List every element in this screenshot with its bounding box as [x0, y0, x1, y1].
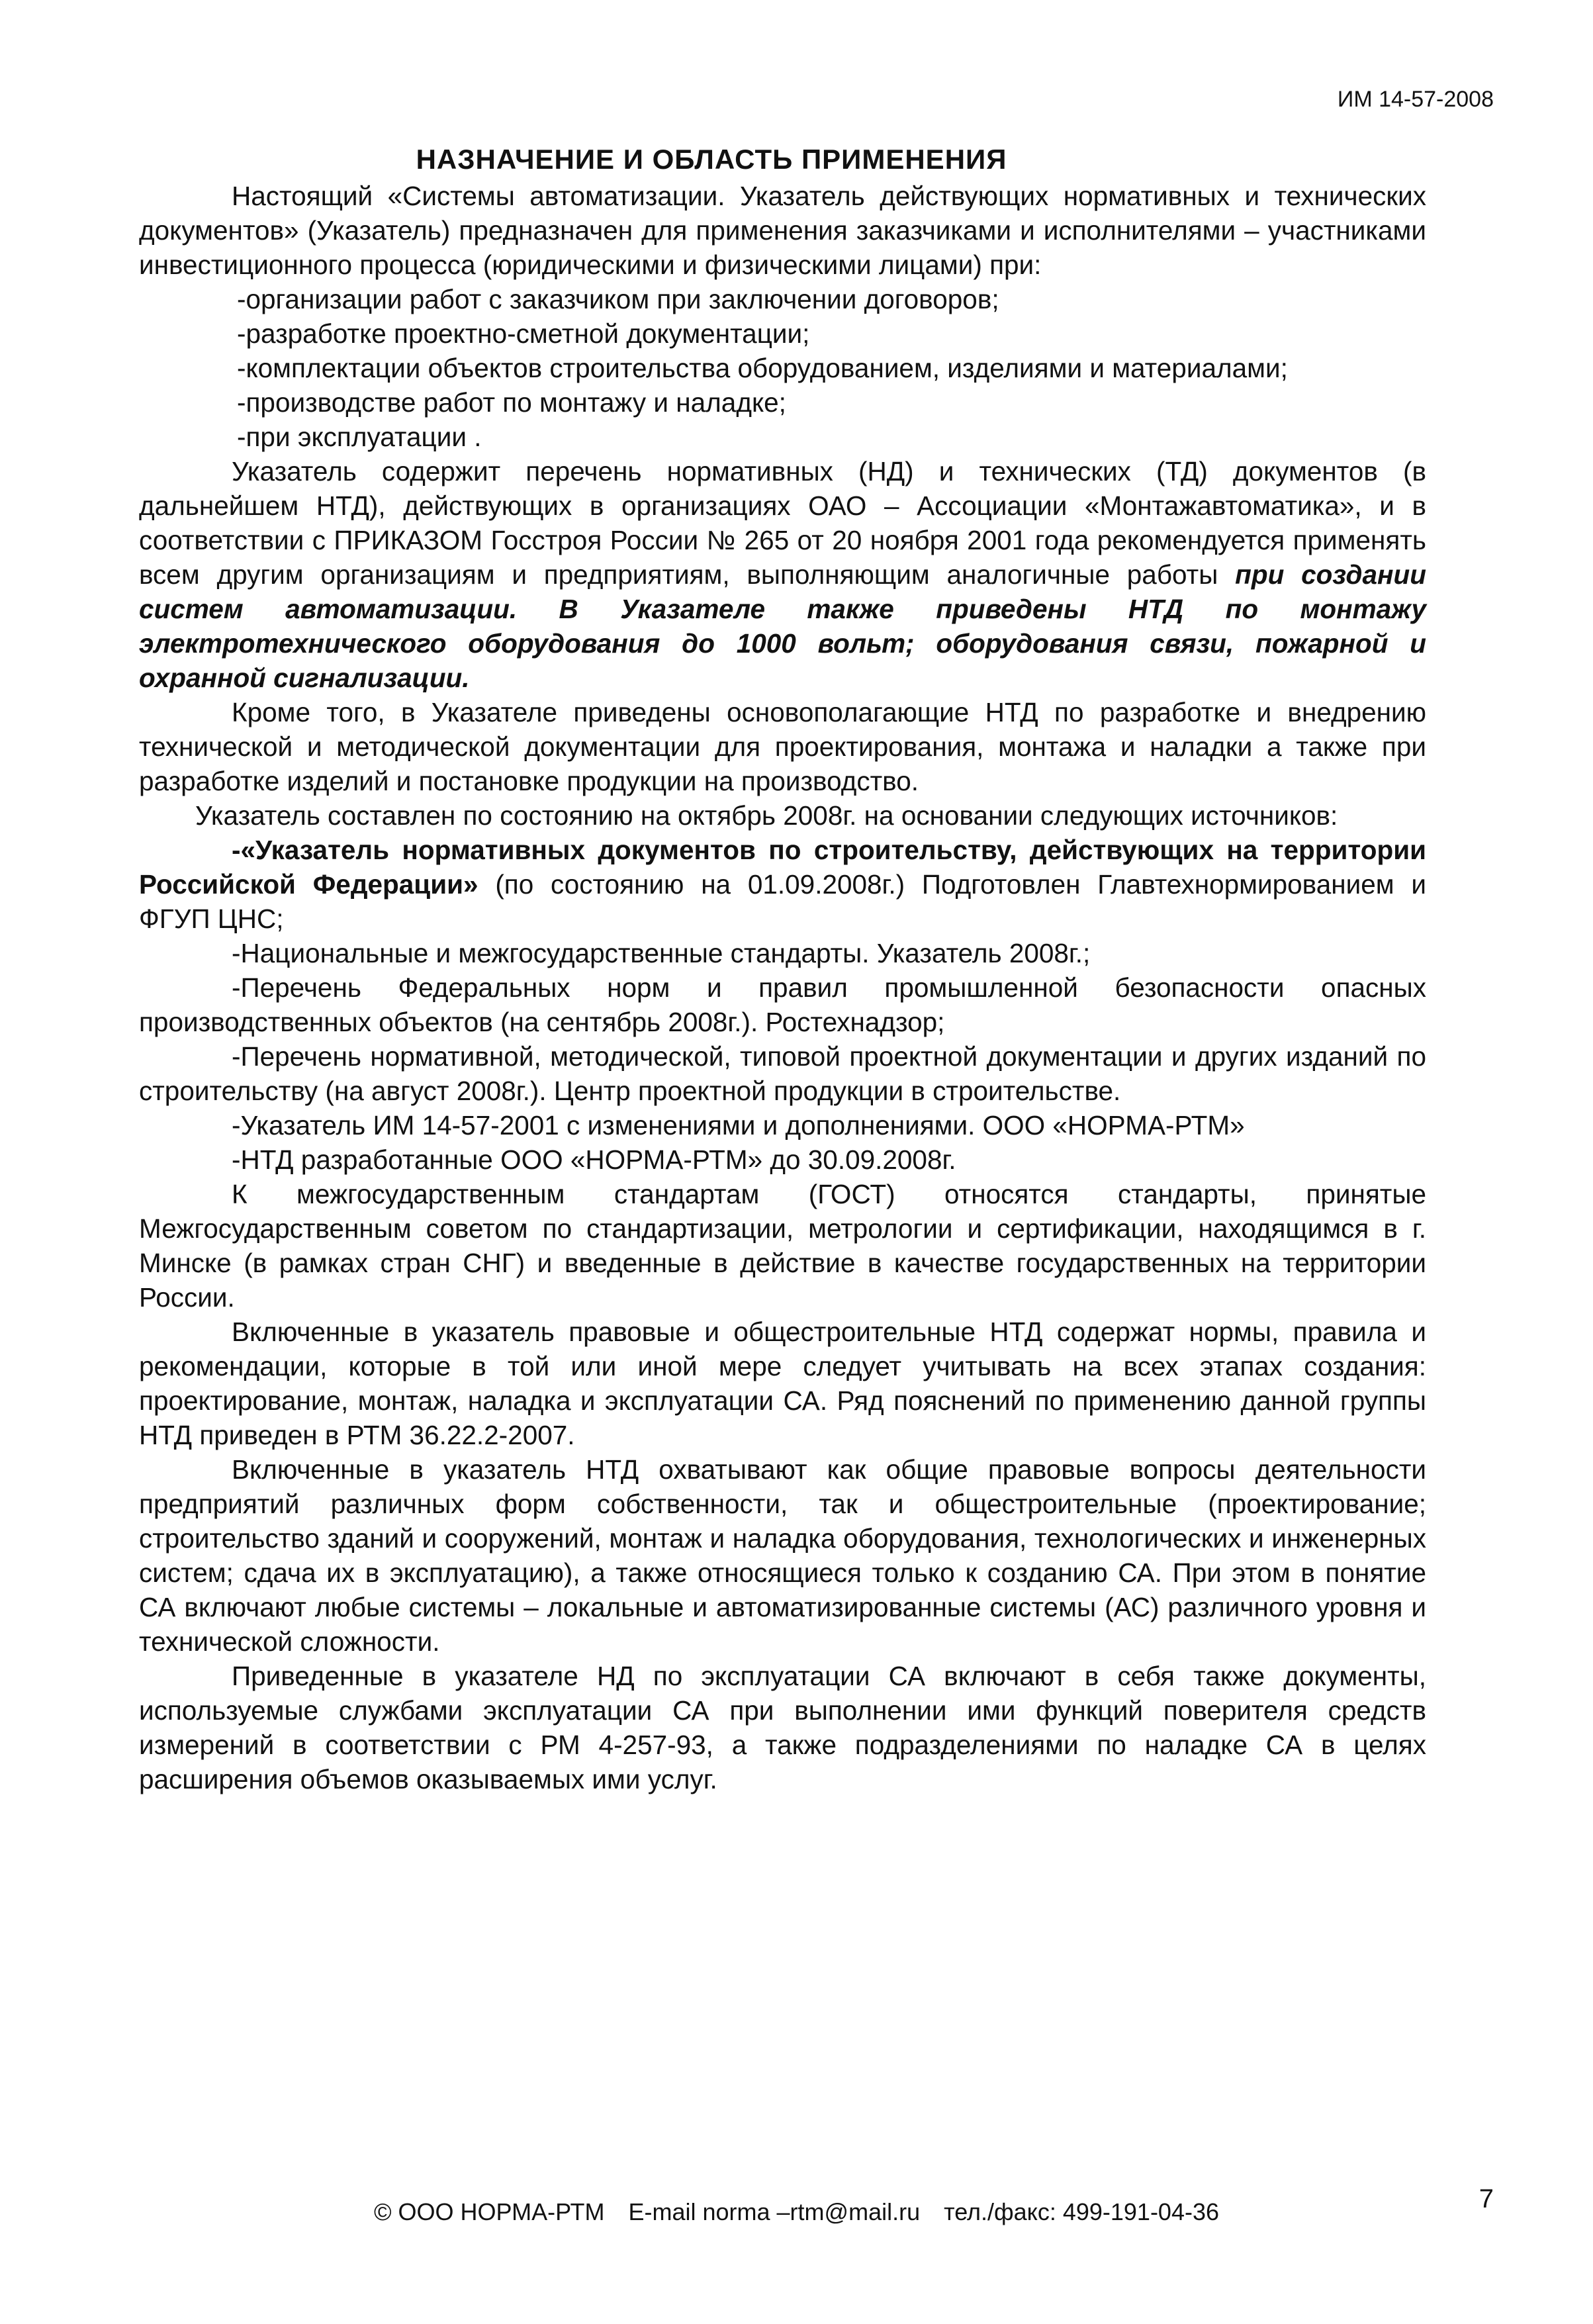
source-item: -Национальные и межгосударственные стандарты. Указатель 2008г.; — [232, 938, 1091, 968]
source-item: -Перечень нормативной, методической, типовой проектной документации и других изданий по строительству (на август 2008г.). Центр проектной продукции в строительстве. — [139, 1041, 1426, 1106]
paragraph-scope-emphasis: при создании систем автоматизации. В Указателе также приведены НТД по монтажу электротехнического оборудования до 1000 вольт; оборудования связи, пожарной и охранной сигнализации. — [139, 559, 1426, 693]
source-item: -НТД разработанные ООО «НОРМА-РТМ» до 30.09.2008г. — [232, 1144, 956, 1175]
footer-phone: тел./факс: 499-191-04-36 — [944, 2198, 1220, 2225]
paragraph-scope — [139, 454, 1426, 695]
paragraph-additional: Кроме того, в Указателе приведены основополагающие НТД по разработке и внедрению технической и методической документации для проектирования, монтажа и наладки а также при разработке изделий и постановке продукции на производство. — [139, 697, 1426, 796]
section-title: НАЗНАЧЕНИЕ И ОБЛАСТЬ ПРИМЕНЕНИЯ — [416, 144, 1007, 175]
paragraph-legal: Включенные в указатель правовые и общестроительные НТД содержат нормы, правила и рекомендации, которые в той или иной мере следует учитывать на всех этапах создания: проектирование, монтаж, наладка и эксплуатации СА. Ряд пояснений по применению данной группы НТД приведен в РТМ 36.22.2-2007. — [139, 1317, 1426, 1450]
source-item-text: (по состоянию на 01.09.2008г.) Подготовлен Главтехнормированием и ФГУП ЦНС; — [139, 869, 1426, 934]
list-item: -организации работ с заказчиком при заключении договоров; — [237, 284, 999, 314]
source-item: -Перечень Федеральных норм и правил промышленной безопасности опасных производственных объектов (на сентябрь 2008г.). Ростехнадзор; — [139, 972, 1426, 1037]
source-item-emphasis: -«Указатель нормативных документов по строительству, действующих на территории Российской Федерации» — [139, 835, 1426, 900]
paragraph-coverage: Включенные в указатель НТД охватывают как общие правовые вопросы деятельности предприятий различных форм собственности, так и общестроительные (проектирование; строительство зданий и сооружений, монтаж и наладка оборудования, технологических и инженерных систем; сдача их в эксплуатацию), а также относящиеся только к созданию СА. При этом в понятие СА включают любые системы – локальные и автоматизированные системы (АС) различного уровня и технической сложности. — [139, 1454, 1426, 1657]
source-item: -Указатель ИМ 14-57-2001 с изменениями и дополнениями. ООО «НОРМА-РТМ» — [232, 1110, 1245, 1140]
paragraph-sources-intro: Указатель составлен по состоянию на октябрь 2008г. на основании следующих источников: — [195, 800, 1338, 831]
list-item: -комплектации объектов строительства оборудованием, изделиями и материалами; — [237, 353, 1288, 383]
footer-email: E-mail norma –rtm@mail.ru — [628, 2198, 921, 2225]
page-footer — [0, 2198, 1593, 2227]
list-item: -разработке проектно-сметной документации; — [237, 318, 810, 349]
footer-copyright: © ООО НОРМА-РТМ — [373, 2198, 605, 2225]
document-code: ИМ 14-57-2008 — [1337, 87, 1494, 112]
document-body — [139, 179, 1426, 1796]
list-item: -при эксплуатации . — [237, 422, 482, 452]
source-item — [139, 833, 1426, 936]
paragraph-gost: К межгосударственным стандартам (ГОСТ) относятся стандарты, принятые Межгосударственным советом по стандартизации, метрологии и сертификации, находящимся в г. Минске (в рамках стран СНГ) и введенные в действие в качестве государственных на территории России. — [139, 1179, 1426, 1313]
page-number: 7 — [1479, 2184, 1494, 2213]
paragraph-intro: Настоящий «Системы автоматизации. Указатель действующих нормативных и технических документов» (Указатель) предназначен для применения заказчиками и исполнителями – участниками инвестиционного процесса (юридическими и физическими лицами) при: — [139, 181, 1426, 280]
paragraph-scope-text: Указатель содержит перечень нормативных (НД) и технических (ТД) документов (в дальнейшем НТД), действующих в организациях ОАО – Ассоциации «Монтажавтоматика», и в соответствии с ПРИКАЗОМ Госстроя России № 265 от 20 ноября 2001 года рекомендуется применять всем другим организациям и предприятиям, выполняющим аналогичные работы — [139, 456, 1426, 590]
list-item: -производстве работ по монтажу и наладке; — [237, 387, 786, 418]
paragraph-operation: Приведенные в указателе НД по эксплуатации СА включают в себя также документы, используемые службами эксплуатации СА при выполнении ими функций поверителя средств измерений в соответствии с РМ 4-257-93, а также подразделениями по наладке СА в целях расширения объемов оказываемых ими услуг. — [139, 1661, 1426, 1794]
